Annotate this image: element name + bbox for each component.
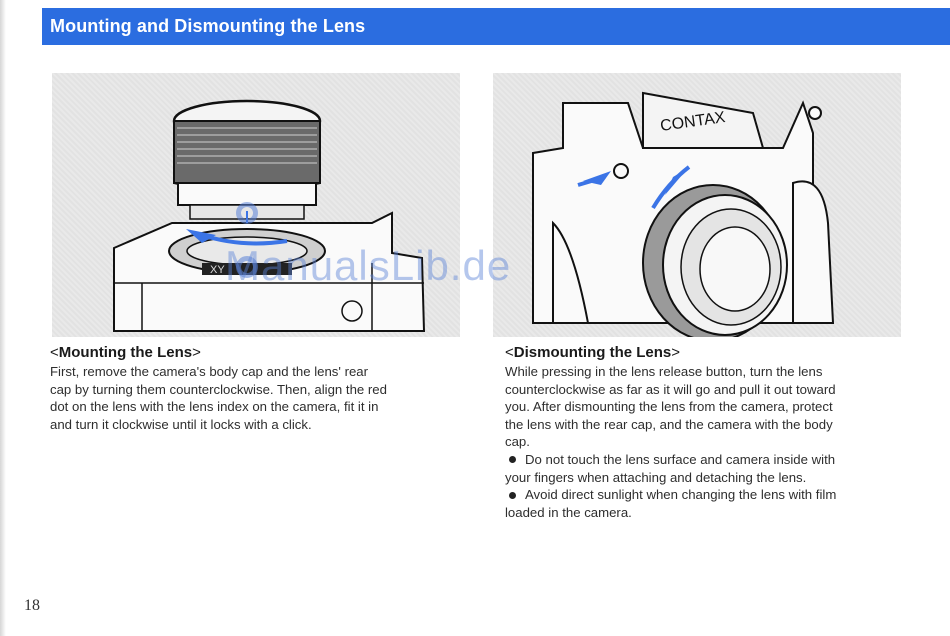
watermark-text: ManualsLib.de <box>225 242 512 289</box>
dismounting-line: While pressing in the lens release button, turn the lens <box>505 364 823 379</box>
page-number: 18 <box>24 597 40 614</box>
lens-mounting-icon <box>52 73 460 337</box>
bullet-text: Avoid direct sunlight when changing the lens with film <box>525 487 837 503</box>
mounting-illustration <box>52 73 460 337</box>
heading-bracket-close: > <box>192 344 201 361</box>
bullet-item <box>505 486 905 504</box>
mounting-line: dot on the lens with the lens index on the camera, fit it in <box>50 399 379 415</box>
mounting-heading-text: Mounting the Lens <box>58 344 193 361</box>
dismounting-heading <box>505 344 905 361</box>
dismounting-heading-text: Dismounting the Lens <box>513 344 672 361</box>
mounting-line: and turn it clockwise until it locks with a click. <box>50 416 312 432</box>
bullet-continuation: loaded in the camera. <box>505 504 632 520</box>
page-title: Mounting and Dismounting the Lens <box>50 16 366 36</box>
page-edge-shadow <box>0 0 6 636</box>
lens-dismounting-icon <box>493 73 901 337</box>
watermark-ring-top <box>236 202 258 224</box>
heading-bracket-open: < <box>50 344 59 361</box>
dismounting-line: you. After dismounting the lens from the camera, protect <box>505 399 833 415</box>
mounting-line: First, remove the camera's body cap and the lens' rear <box>50 364 369 379</box>
bullet-continuation: your fingers when attaching and detaching the lens. <box>505 469 807 485</box>
dismounting-line: cap. <box>505 434 530 450</box>
bullet-dot-icon <box>509 456 516 463</box>
dismounting-line: the lens with the rear cap, and the camera with the body <box>505 416 833 432</box>
mounting-body <box>50 363 460 433</box>
dismounting-line: counterclockwise as far as it will go and pull it out toward <box>505 381 836 397</box>
mounting-heading <box>50 344 460 361</box>
mounting-line: cap by turning them counterclockwise. Then, align the red <box>50 381 387 397</box>
bullet-text: Do not touch the lens surface and camera inside with <box>525 451 836 467</box>
mount-label: XY <box>210 264 225 276</box>
mounting-section <box>50 344 460 433</box>
brand-label: CONTAX <box>659 109 727 135</box>
header-bar <box>42 8 950 45</box>
dismounting-illustration <box>493 73 901 337</box>
heading-bracket-open: < <box>505 344 514 361</box>
heading-bracket-close: > <box>671 344 681 361</box>
dismounting-section <box>505 344 905 521</box>
dismounting-body <box>505 363 905 521</box>
bullet-dot-icon <box>509 492 516 499</box>
bullet-item <box>505 451 905 469</box>
